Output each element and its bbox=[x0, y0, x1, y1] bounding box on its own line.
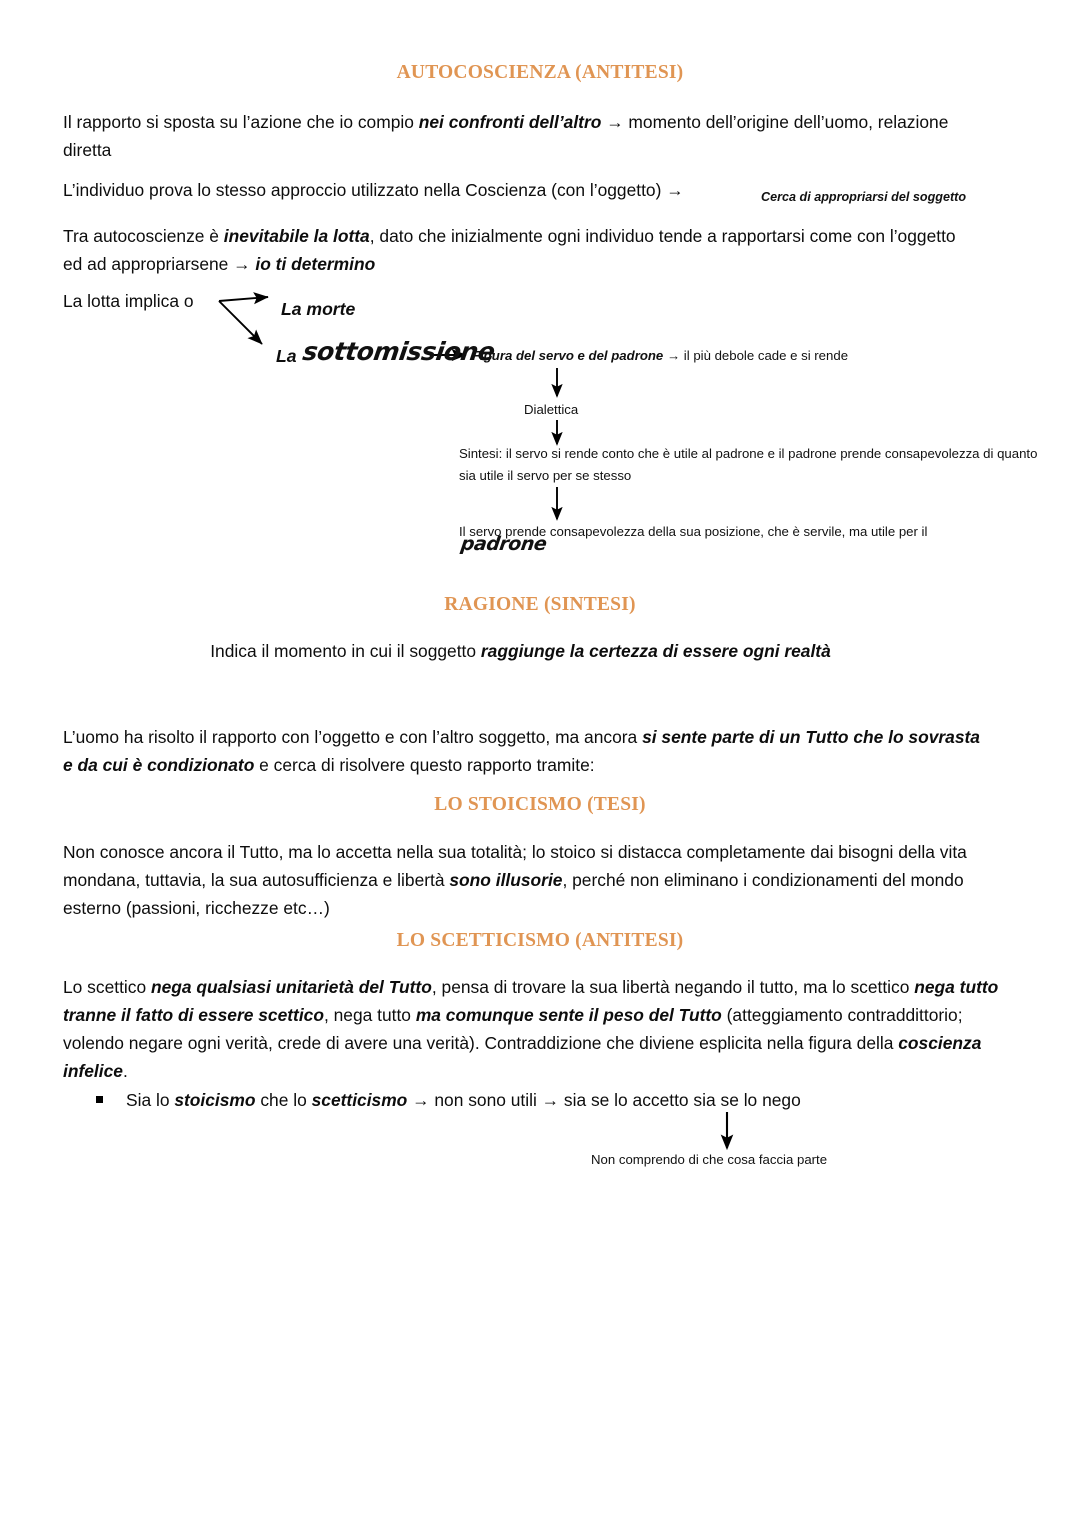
paragraph-scetticismo bbox=[63, 973, 1003, 1085]
paragraph-autocoscienze-lotta bbox=[63, 222, 978, 278]
text-nega-unitarieta: nega qualsiasi unitarietà del Tutto bbox=[150, 977, 432, 997]
final-note-non-comprendo: Non comprendo di che cosa faccia parte bbox=[591, 1152, 828, 1167]
text-lotta-rest: , dato che inizialmente ogni individuo tende a rapportarsi come con l’oggetto ed ad appropriarsene → bbox=[63, 226, 956, 274]
text-coscienza-infelice: coscienza infelice bbox=[63, 1033, 982, 1081]
text-indica-momento: Indica il momento in cui il soggetto bbox=[210, 641, 481, 661]
text-scettico-c: , pensa di trovare la sua libertà negando il tutto, ma lo scettico bbox=[431, 977, 915, 997]
text-uomo-risolto-c: e cerca di risolvere questo rapporto tramite: bbox=[254, 755, 595, 775]
text-non-sono-utili: → non sono utili → sia se lo accetto sia se lo nego bbox=[407, 1090, 801, 1110]
bullet-item-stoicismo-scetticismo bbox=[126, 1087, 801, 1113]
handwriting-sottomissione: sottomissione bbox=[300, 337, 497, 366]
diagram-branch-la-prefix: La bbox=[276, 346, 297, 366]
bullet-marker-square bbox=[96, 1096, 103, 1103]
text-rapporto-part3: → momento dell’origine dell’uomo, relazione diretta bbox=[63, 112, 949, 160]
diagram-branch-la-morte: La morte bbox=[281, 299, 356, 319]
text-sia-lo: Sia lo bbox=[126, 1090, 175, 1110]
text-sono-illusorie: sono illusorie bbox=[449, 870, 563, 890]
handwriting-padrone: padrone bbox=[459, 533, 548, 555]
arrow-to-la-sottomissione bbox=[219, 301, 262, 344]
text-che-lo: che lo bbox=[255, 1090, 312, 1110]
text-nega-tutto-tranne: nega tutto tranne il fatto di essere scettico bbox=[63, 977, 999, 1025]
text-stoicismo-c: , perché non eliminano i condizionamenti del mondo esterno (passioni, ricchezze etc…) bbox=[63, 870, 964, 918]
text-rapporto-part1: Il rapporto si sposta su l’azione che io compio bbox=[63, 112, 419, 132]
text-raggiunge-certezza: raggiunge la certezza di essere ogni realtà bbox=[480, 641, 831, 661]
text-nei-confronti-dellaltro: nei confronti dell’altro bbox=[418, 112, 602, 132]
arrow-to-la-morte bbox=[219, 297, 268, 301]
annotation-cerca-appropriarsi: Cerca di appropriarsi del soggetto bbox=[761, 190, 967, 204]
text-scettico-e: , nega tutto bbox=[323, 1005, 416, 1025]
text-ma-comunque-peso: ma comunque sente il peso del Tutto bbox=[415, 1005, 722, 1025]
text-stoicismo-term: stoicismo bbox=[174, 1090, 256, 1110]
text-io-ti-determino: io ti determino bbox=[255, 254, 376, 274]
diagram-conclusione: Il servo prende consapevolezza della sua posizione, che è servile, ma utile per il bbox=[459, 524, 928, 539]
text-stoicismo-a: Non conosce ancora il Tutto, ma lo accetta nella sua totalità; lo stoico si distacca completamente dai bisogni della vita mondana, tuttavia, la sua autosufficienza e libertà bbox=[63, 842, 967, 890]
text-figura-servo-rest: → il più debole cade e si rende bbox=[663, 348, 849, 363]
diagram-sintesi: Sintesi: il servo si rende conto che è utile al padrone e il padrone prende consapevolezza di quanto sia utile il servo per se stesso bbox=[459, 446, 1038, 483]
paragraph-individuo bbox=[63, 176, 763, 204]
text-individuo: L’individuo prova lo stesso approccio utilizzato nella Coscienza (con l’oggetto) → bbox=[63, 180, 684, 200]
diagram-dialettica: Dialettica bbox=[524, 402, 579, 417]
heading-scetticismo: LO SCETTICISMO (ANTITESI) bbox=[396, 930, 684, 951]
paragraph-uomo-risolto bbox=[63, 723, 993, 779]
text-scettico-i: . bbox=[122, 1061, 128, 1081]
text-scetticismo-term: scetticismo bbox=[311, 1090, 408, 1110]
paragraph-rapporto bbox=[63, 108, 973, 164]
heading-stoicismo: LO STOICISMO (TESI) bbox=[434, 794, 646, 815]
text-scettico-g: (atteggiamento contraddittorio; volendo negare ogni verità, crede di avere una verità). Contraddizione che diviene esplicita nella figura della bbox=[63, 1005, 963, 1053]
paragraph-ragione-subtitle bbox=[63, 637, 978, 665]
heading-ragione: RAGIONE (SINTESI) bbox=[444, 594, 636, 615]
paragraph-stoicismo bbox=[63, 838, 988, 922]
text-tra-autocoscienze: Tra autocoscienze è bbox=[63, 226, 224, 246]
text-inevitabile-la-lotta: inevitabile la lotta bbox=[223, 226, 370, 246]
text-uomo-risolto-a: L’uomo ha risolto il rapporto con l’oggetto e con l’altro soggetto, ma ancora bbox=[63, 727, 643, 747]
heading-autocoscienza: AUTOCOSCIENZA (ANTITESI) bbox=[396, 62, 684, 83]
diagram-origin-label: La lotta implica o bbox=[63, 291, 194, 311]
diagram-figura-servo-padrone bbox=[472, 346, 848, 366]
text-si-sente-parte-tutto: si sente parte di un Tutto che lo sovrasta e da cui è condizionato bbox=[63, 727, 980, 775]
text-scettico-a: Lo scettico bbox=[63, 977, 151, 997]
text-figura-servo-bold: Figura del servo e del padrone bbox=[472, 348, 664, 363]
